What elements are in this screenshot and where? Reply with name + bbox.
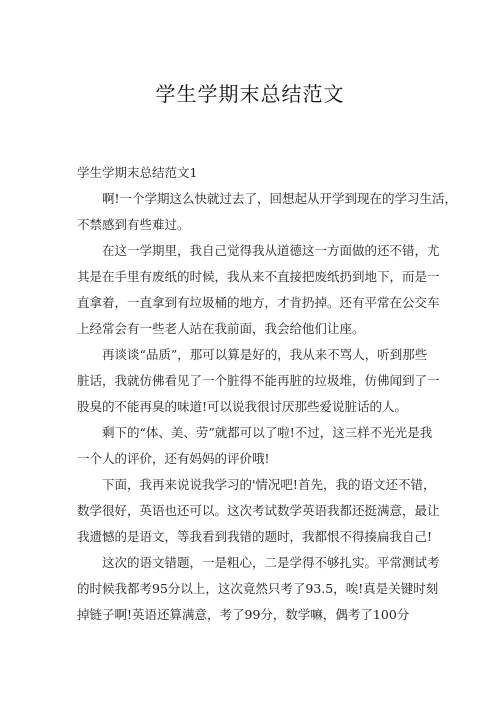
paragraph-line: 的时候我都考95分以上，这次竟然只考了93.5，唉!真是关键时刻 (77, 581, 439, 596)
paragraph-line: 在这一学期里，我自己觉得我从道德这一方面做的还不错，尤 (102, 243, 440, 258)
document-title: 学生学期末总结范文 (155, 82, 345, 106)
paragraph-line: 下面，我再来说说我学习的'情况吧!首先，我的语文还不错， (102, 477, 436, 492)
paragraph-4 (77, 420, 437, 472)
paragraph-line: 掉链子啊!英语还算满意，考了99分，数学嘛，偶考了100分 (77, 607, 410, 622)
paragraph-line: 啊!一个学期这么快就过去了，回想起从开学到现在的学习生活， (102, 191, 458, 206)
paragraph-line: 我遗憾的是语文，等我看到我错的题时，我都恨不得揍扁我自己! (77, 529, 433, 544)
paragraph-2 (77, 238, 440, 342)
section-heading: 学生学期末总结范文1 (77, 165, 198, 180)
paragraph-line: 不禁感到有些难过。 (77, 217, 190, 232)
paragraph-line: 直拿着，一直拿到有垃圾桶的地方，才肯扔掉。还有平常在公交车 (77, 295, 440, 310)
paragraph-line: 脏话，我就仿佛看见了一个脏得不能再脏的垃圾堆，仿佛闻到了一 (77, 373, 440, 388)
paragraph-6 (77, 550, 440, 628)
paragraph-line: 股臭的不能再臭的味道!可以说我很讨厌那些爱说脏话的人。 (77, 399, 408, 414)
paragraph-line: 一个人的评价，还有妈妈的评价哦! (77, 451, 270, 466)
paragraph-3 (77, 342, 440, 420)
document-body (77, 186, 458, 628)
paragraph-line: 这次的语文错题，一是粗心，二是学得不够扎实。平常测试考 (102, 555, 440, 570)
paragraph-line: 上经常会有一些老人站在我前面，我会给他们让座。 (77, 321, 365, 336)
paragraph-line: 数学很好，英语也还可以。这次考试数学英语我都还挺满意，最让 (77, 503, 440, 518)
paragraph-line: 再谈谈“品质”，那可以算是好的，我从来不骂人，听到那些 (102, 347, 428, 362)
paragraph-5 (77, 472, 440, 550)
paragraph-line: 剩下的“体、美、劳”就都可以了啦!不过，这三样不光光是我 (102, 425, 433, 440)
paragraph-1 (77, 186, 458, 238)
paragraph-line: 其是在手里有废纸的时候，我从来不直接把废纸扔到地下，而是一 (77, 269, 440, 284)
